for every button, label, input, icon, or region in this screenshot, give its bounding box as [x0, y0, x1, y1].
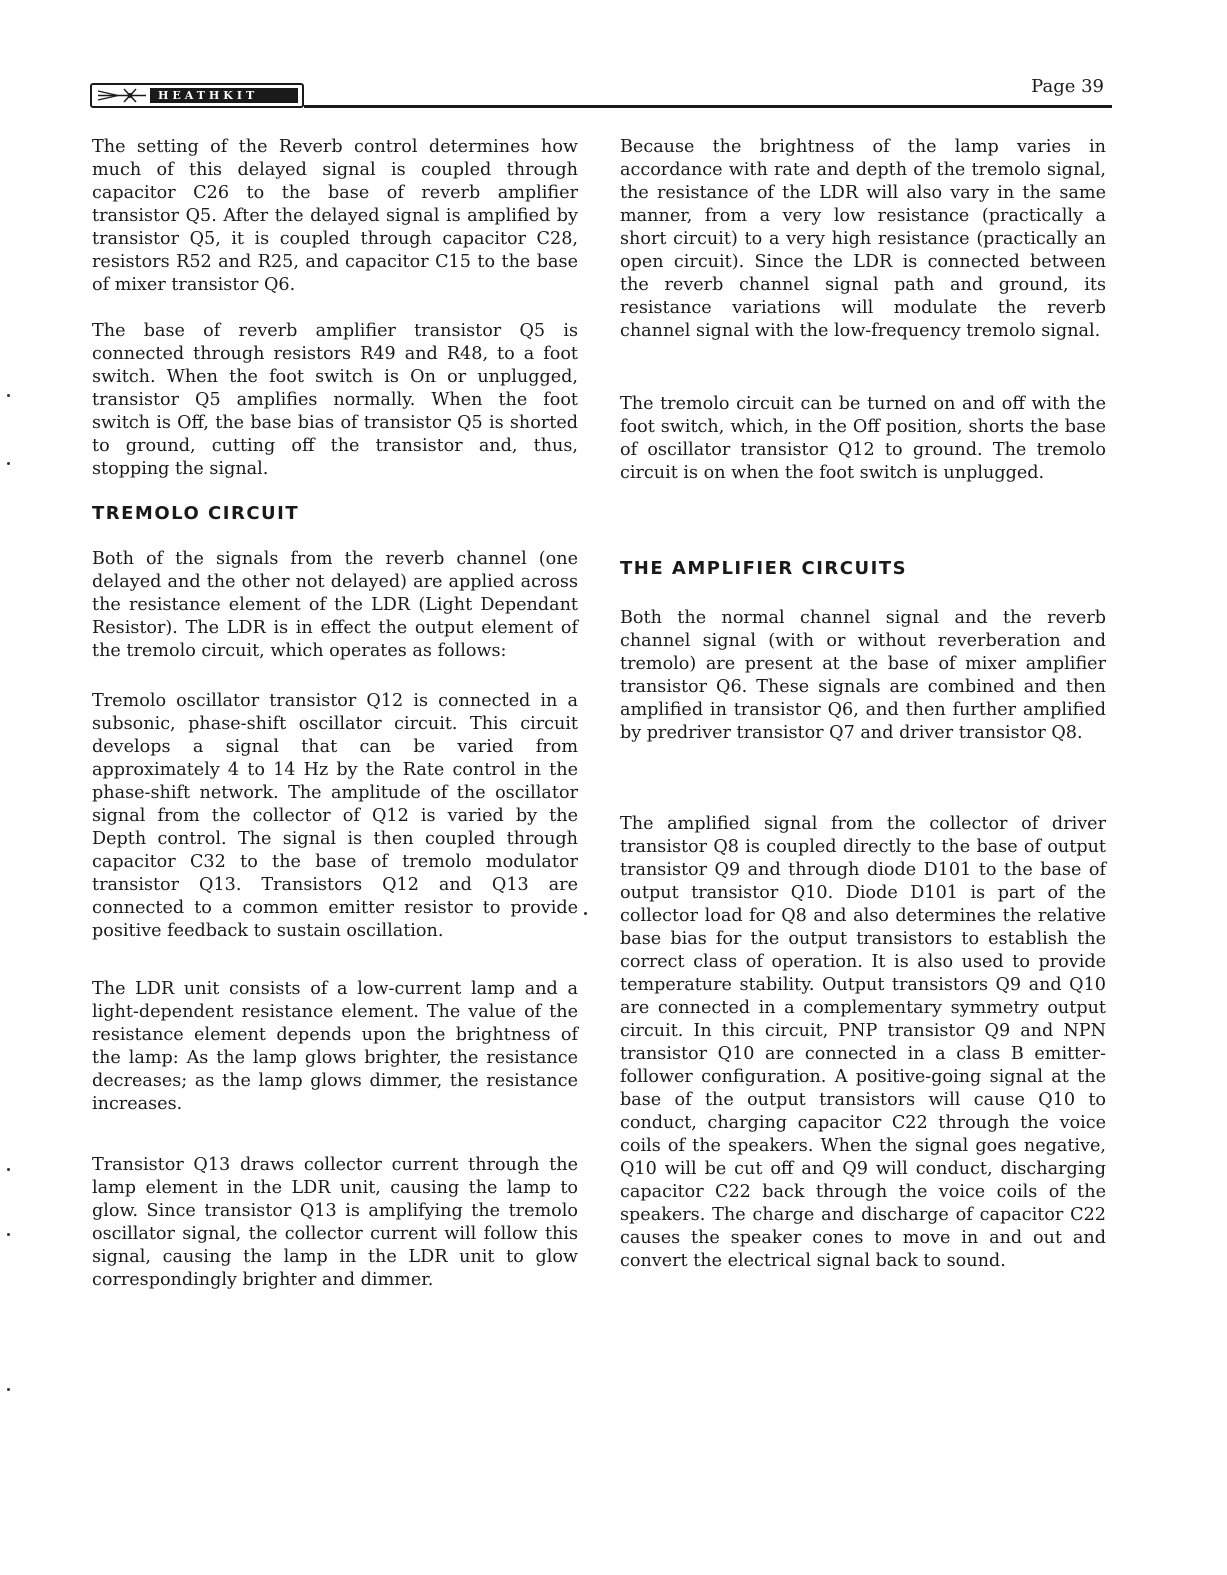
scan-speck [584, 912, 587, 915]
logo-emblem-icon [96, 87, 148, 104]
paragraph-output-transistors: The amplified signal from the collector of driver transistor Q8 is coupled directly to the base of output transistor Q9 and through diode D101 to the base of output transistor Q10. Diode D101 is part of the collector load for Q8 and also determines the relative base bias for the output transistors to establish the correct class of operation. It is also used to provide temperature stability. Output transistors Q9 and Q10 are connected in a complementary symmetry output circuit. In this circuit, PNP transistor Q9 and NPN transistor Q10 are connected in a class B emitter-follower configuration. A positive-going signal at the base of the output transistors will cause Q10 to conduct, charging capacitor C22 through the voice coils of the speakers. When the signal goes negative, Q10 will be cut off and Q9 will conduct, discharging capacitor C22 back through the voice coils of the speakers. The charge and discharge of capacitor C22 causes the speaker cones to move in and out and convert the electrical signal back to sound. [620, 814, 1106, 1271]
page-number: Page 39 [1031, 76, 1104, 97]
heathkit-logo [90, 83, 304, 108]
right-column [620, 136, 1106, 1273]
header-rule [304, 105, 1112, 108]
paragraph-mixer-amplifier: Both the normal channel signal and the reverb channel signal (with or without reverberation and tremolo) are present at the base of mixer amplifier transistor Q6. These signals are combined and then amplified in transistor Q6, and then further amplified by predriver transistor Q7 and driver transistor Q8. [620, 608, 1106, 743]
page-header [88, 78, 1112, 112]
paragraph-reverb-control: The setting of the Reverb control determines how much of this delayed signal is coupled through capacitor C26 to the base of reverb amplifier transistor Q5. After the delayed signal is amplified by transistor Q5, it is coupled through capacitor C28, resistors R52 and R25, and capacitor C15 to the base of mixer transistor Q6. [92, 137, 578, 295]
left-column [92, 136, 578, 1292]
paragraph-reverb-foot-switch: The base of reverb amplifier transistor Q5 is connected through resistors R49 and R48, to a foot switch. When the foot switch is On or unplugged, transistor Q5 amplifies normally. When the foot switch is Off, the base bias of transistor Q5 is shorted to ground, cutting off the transistor and, thus, stopping the signal. [92, 321, 578, 479]
scan-speck [7, 1388, 10, 1391]
logo-wordmark: HEATHKIT [150, 88, 298, 103]
paragraph-lamp-brightness: Because the brightness of the lamp varies in accordance with rate and depth of the tremolo signal, the resistance of the LDR will also vary in the same manner, from a very low resistance (practically a short circuit) to a very high resistance (practically an open circuit). Since the LDR is connected between the reverb channel signal path and ground, its resistance variations will modulate the reverb channel signal with the low-frequency tremolo signal. [620, 137, 1106, 341]
scan-speck [7, 1168, 10, 1171]
paragraph-q13-lamp: Transistor Q13 draws collector current through the lamp element in the LDR unit, causing the lamp to glow. Since transistor Q13 is amplifying the tremolo oscillator signal, the collector current will follow this signal, causing the lamp in the LDR unit to glow correspondingly brighter and dimmer. [92, 1155, 578, 1290]
paragraph-ldr-signals: Both of the signals from the reverb channel (one delayed and the other not delayed) are applied across the resistance element of the LDR (Light Dependant Resistor). The LDR is in effect the output element of the tremolo circuit, which operates as follows: [92, 549, 578, 661]
scan-speck [7, 462, 10, 465]
scan-speck [7, 394, 10, 397]
scan-speck [7, 1233, 10, 1236]
heading-amplifier-circuits: THE AMPLIFIER CIRCUITS [620, 558, 908, 579]
paragraph-tremolo-foot-switch: The tremolo circuit can be turned on and off with the foot switch, which, in the Off position, shorts the base of oscillator transistor Q12 to ground. The tremolo circuit is on when the foot switch is unplugged. [620, 394, 1106, 483]
heading-tremolo-circuit: TREMOLO CIRCUIT [92, 503, 300, 524]
paragraph-tremolo-oscillator: Tremolo oscillator transistor Q12 is connected in a subsonic, phase-shift oscillator circuit. This circuit develops a signal that can be varied from approximately 4 to 14 Hz by the Rate control in the phase-shift network. The amplitude of the oscillator signal from the collector of Q12 is varied by the Depth control. The signal is then coupled through capacitor C32 to the base of tremolo modulator transistor Q13. Transistors Q12 and Q13 are connected to a common emitter resistor to provide positive feedback to sustain oscillation. [92, 691, 578, 941]
paragraph-ldr-unit: The LDR unit consists of a low-current lamp and a light-dependent resistance element. The value of the resistance element depends upon the brightness of the lamp: As the lamp glows brighter, the resistance decreases; as the lamp glows dimmer, the resistance increases. [92, 979, 578, 1114]
